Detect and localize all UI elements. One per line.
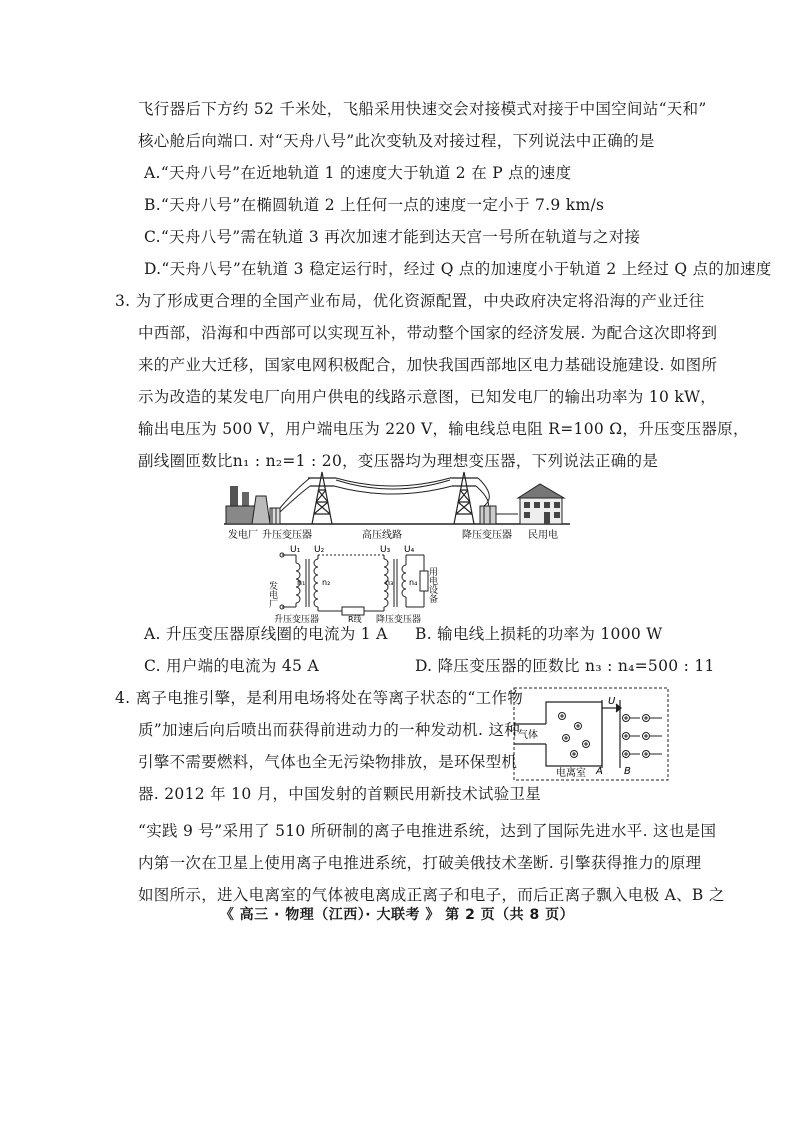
q4-stem-line-4: 器. 2012 年 10 月，中国发射的首颗民用新技术试验卫星	[138, 785, 542, 803]
u2-label: U₂	[314, 545, 325, 555]
u4-label: U₄	[404, 545, 415, 555]
q4-stem-line-2: 质”加速后向后喷出而获得前进动力的一种发动机. 这种	[138, 721, 521, 739]
voltage-label: U	[608, 696, 616, 707]
house-icon	[518, 484, 564, 524]
q4-stem-line-5: “实践 9 号”采用了 510 所研制的离子电推进系统，达到了国际先进水平. 这也是国	[138, 822, 717, 840]
q2-text-line-1: 飞行器后下方约 52 千米处，飞船采用快速交会对接模式对接于中国空间站“天和”	[138, 100, 707, 118]
q4-stem-line-7: 如图所示，进入电离室的气体被电离成正离子和电子，而后正离子飘入电极 A、B 之	[138, 886, 725, 904]
step-up-label: 升压变压器	[262, 530, 312, 541]
n4-label: n₄	[409, 578, 418, 587]
q3-option-b: B. 输电线上损耗的功率为 1000 W	[415, 625, 663, 643]
power-plant-label: 发电厂	[228, 530, 258, 541]
electrode-a-label: A	[596, 766, 603, 777]
step-down-transformer-icon	[480, 506, 496, 524]
hv-line-label: 高压线路	[362, 530, 402, 541]
chamber-label: 电离室	[556, 768, 586, 779]
step-down-circuit-label: 降压变压器	[376, 615, 422, 625]
transmission-tower-icon	[450, 472, 478, 524]
transmission-tower-icon	[308, 472, 336, 524]
page-footer: 《 高三 · 物理（江西）· 大联考 》 第 2 页（共 8 页）	[219, 907, 575, 923]
line-resistance-label: R线	[348, 615, 362, 624]
u3-label: U₃	[380, 545, 391, 555]
q2-option-b: B.“天舟八号”在椭圆轨道 2 上任何一点的速度一定小于 7.9 km/s	[144, 196, 605, 214]
transmission-circuit-diagram	[267, 543, 450, 625]
n1-label: n₁	[297, 578, 306, 587]
n2-label: n₂	[322, 578, 331, 587]
q3-stem-line-6: 副线圈匝数比n₁ : n₂=1 : 20，变压器均为理想变压器，下列说法正确的是	[138, 452, 659, 470]
step-down-label: 降压变压器	[462, 530, 512, 541]
q3-stem-line-2: 中西部，沿海和中西部可以实现互补，带动整个国家的经济发展. 为配合这次即将到	[138, 324, 718, 342]
q3-stem-line-4: 示为改造的某发电厂向用户供电的线路示意图，已知发电厂的输出功率为 10 kW，	[138, 388, 717, 406]
q2-text-line-2: 核心舱后向端口. 对“天舟八号”此次变轨及对接过程，下列说法中正确的是	[138, 132, 655, 150]
step-up-circuit-label: 升压变压器	[274, 615, 320, 625]
gas-label: 气体	[518, 730, 538, 741]
q4-stem-line-6: 内第一次在卫星上使用离子电推进系统，打破美俄技术垄断. 引擎获得推力的原理	[138, 854, 702, 872]
u1-label: U₁	[290, 545, 301, 555]
power-plant-icon	[226, 486, 280, 524]
load-label: 用电设备	[427, 567, 437, 603]
n3-label: n₃	[385, 578, 394, 587]
residential-label: 民用电	[528, 530, 558, 541]
q3-option-c: C. 用户端的电流为 45 A	[144, 657, 319, 675]
q3-stem-line-3: 来的产业大迁移，国家电网积极配合，加快我国西部地区电力基础设施建设. 如图所	[138, 356, 718, 374]
source-label: 发电厂	[267, 581, 277, 608]
q4-stem-line-1: 4. 离子电推引擎，是利用电场将处在等离子状态的“工作物	[115, 689, 524, 707]
q3-option-a: A. 升压变压器原线圈的电流为 1 A	[144, 625, 388, 643]
q2-option-d: D.“天舟八号”在轨道 3 稳定运行时，经过 Q 点的加速度小于轨道 2 上经过 Q 点的加速度	[144, 260, 772, 278]
q3-option-d: D. 降压变压器的匝数比 n₃ : n₄=500 : 11	[415, 657, 715, 675]
electrode-b-label: B	[624, 766, 631, 777]
q3-stem-line-1: 3. 为了形成更合理的全国产业布局，优化资源配置，中央政府决定将沿海的产业迁往	[115, 292, 705, 310]
q2-option-a: A.“天舟八号”在近地轨道 1 的速度大于轨道 2 在 P 点的速度	[144, 164, 572, 182]
ion-thruster-diagram	[512, 686, 672, 784]
power-line-illustration	[222, 468, 574, 542]
q2-option-c: C.“天舟八号”需在轨道 3 再次加速才能到达天宫一号所在轨道与之对接	[144, 228, 641, 246]
q4-stem-line-3: 引擎不需要燃料，气体也全无污染物排放，是环保型机	[138, 753, 518, 771]
q3-stem-line-5: 输出电压为 500 V，用户端电压为 220 V，输电线总电阻 R=100 Ω，升压变压器原，	[138, 420, 749, 438]
